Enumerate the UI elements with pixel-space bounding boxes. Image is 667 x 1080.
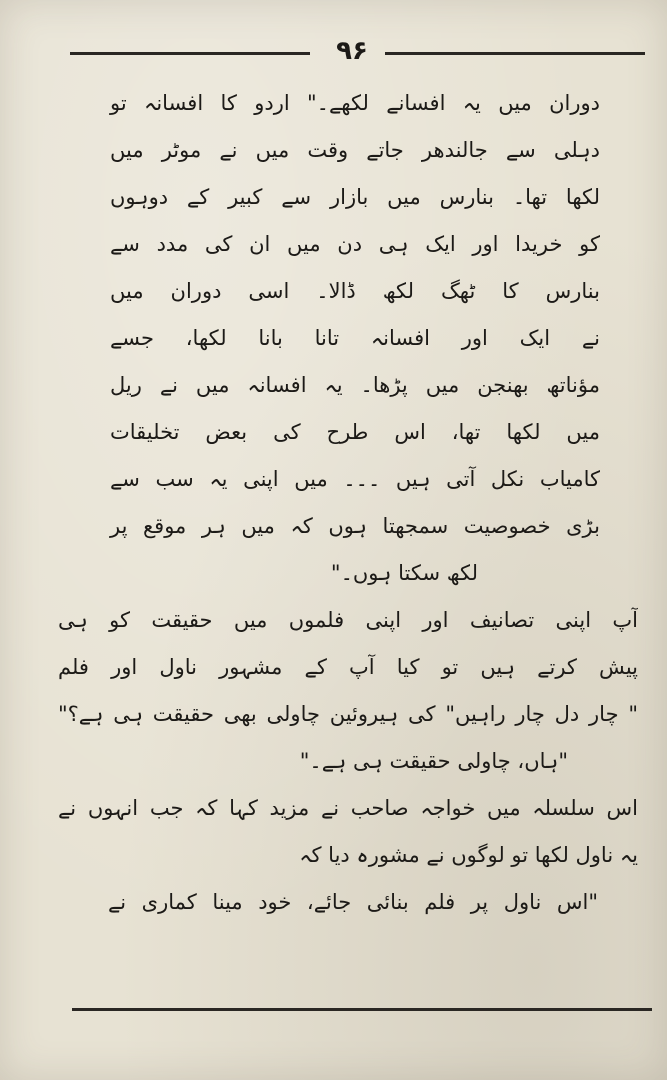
page-number: ۹۶: [336, 36, 368, 66]
header-rule-right: [385, 52, 645, 55]
text-line: نے ایک اور افسانہ تانا بانا لکھا، جسے: [110, 326, 600, 350]
text-line: "ہاں، چاولی حقیقت ہی ہے۔": [299, 749, 568, 773]
text-line: لکھ سکتا ہوں۔": [330, 561, 478, 585]
footer-rule: [72, 1008, 652, 1011]
text-line: بڑی خصوصیت سمجھتا ہوں کہ میں ہر موقع پر: [110, 514, 600, 538]
text-line: پیش کرتے ہیں تو کیا آپ کے مشہور ناول اور فلم: [58, 655, 638, 679]
header-rule-left: [70, 52, 310, 55]
text-line: کو خریدا اور ایک ہی دن میں ان کی مدد سے: [110, 232, 600, 256]
text-line: لکھا تھا۔ بنارس میں بازار سے کبیر کے دوہوں: [110, 185, 600, 209]
text-line: کامیاب نکل آتی ہیں ۔۔۔ میں اپنی یہ سب سے: [110, 467, 600, 491]
text-line: دوران میں یہ افسانے لکھے۔" اردو کا افسانہ تو: [110, 91, 600, 115]
text-line: میں لکھا تھا، اس طرح کی بعض تخلیقات: [110, 420, 600, 444]
text-line: آپ اپنی تصانیف اور اپنی فلموں میں حقیقت کو ہی: [58, 608, 638, 632]
text-line: مؤناتھ بھنجن میں پڑھا۔ یہ افسانہ میں نے ریل: [110, 373, 600, 397]
text-line: اس سلسلہ میں خواجہ صاحب نے مزید کہا کہ جب انہوں نے: [58, 796, 638, 820]
text-line: " چار دل چار راہیں" کی ہیروئین چاولی بھی حقیقت ہی ہے؟": [58, 702, 638, 726]
text-line: دہلی سے جالندھر جاتے وقت میں نے موٹر میں: [110, 138, 600, 162]
text-line: "اس ناول پر فلم بنائی جائے، خود مینا کماری نے: [108, 890, 598, 914]
text-line: بنارس کا ٹھگ لکھ ڈالا۔ اسی دوران میں: [110, 279, 600, 303]
page-body: [48, 80, 638, 926]
page-header: [70, 36, 645, 66]
text-line: یہ ناول لکھا تو لوگوں نے مشورہ دیا کہ: [299, 843, 638, 867]
